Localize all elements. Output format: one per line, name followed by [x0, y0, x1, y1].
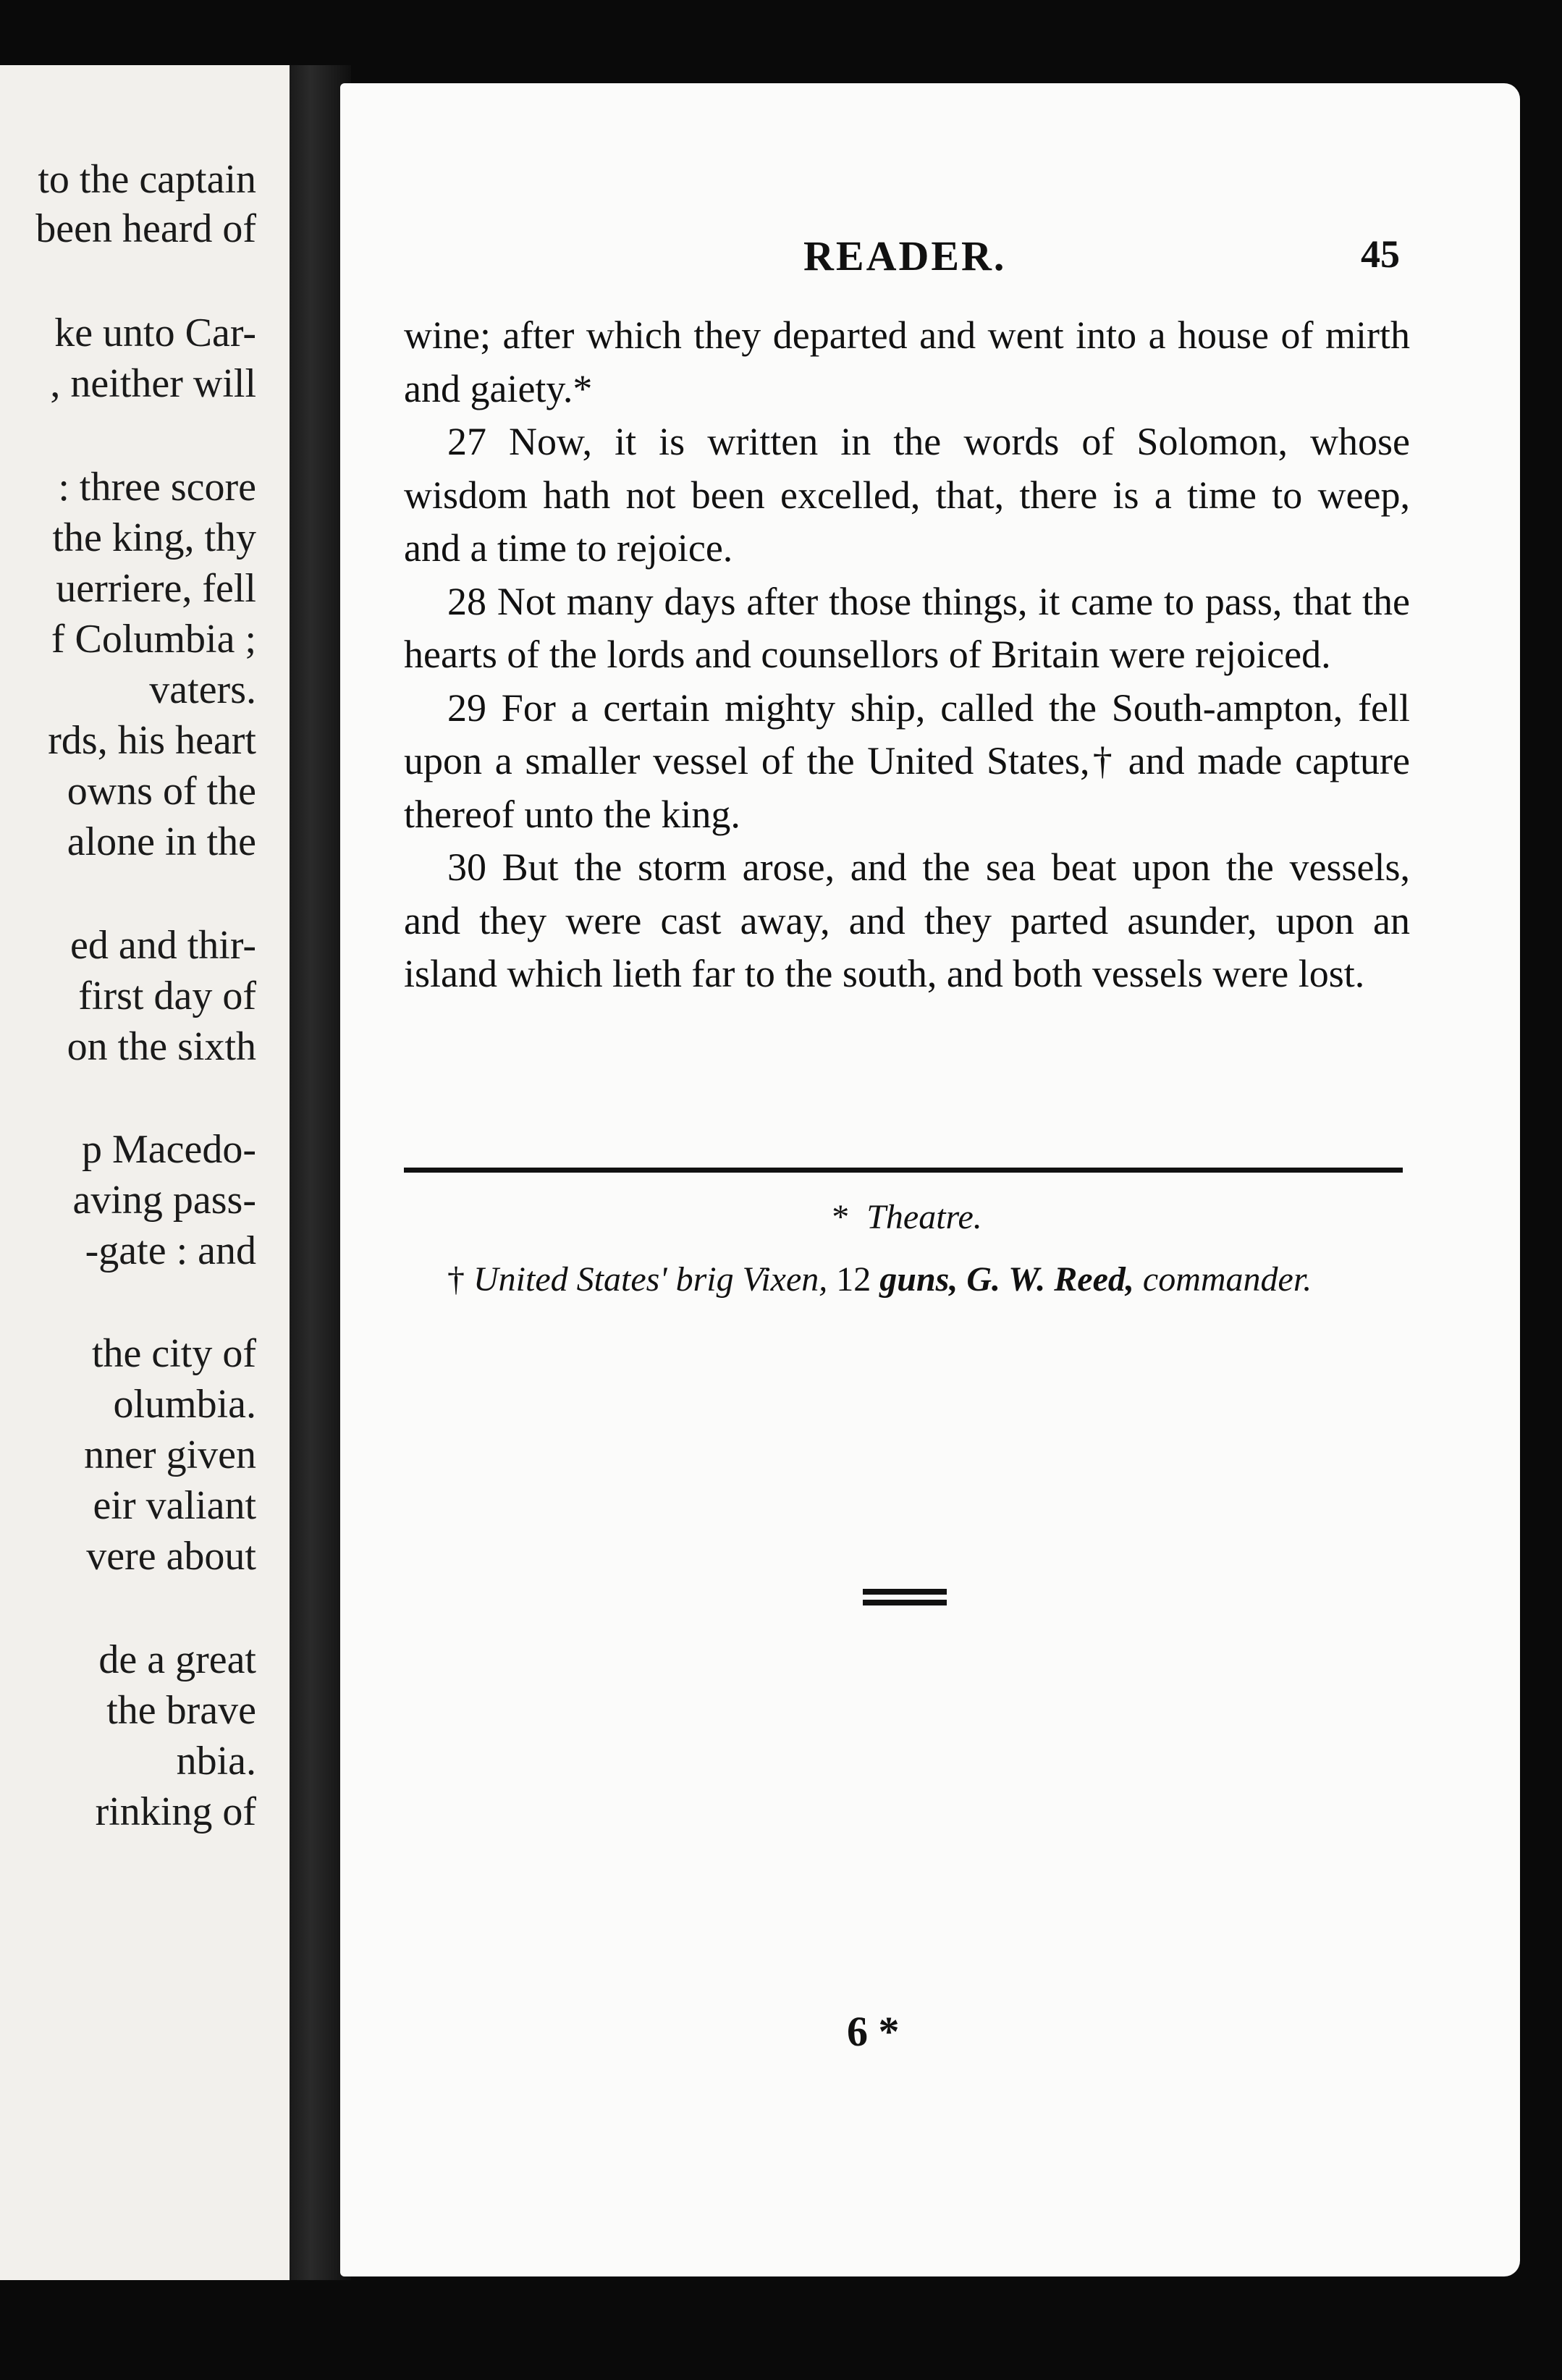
verse-30: 30 But the storm arose, and the sea beat upon the vessels, and they were cast away, and they parted asunder, upon an island which lieth far to the south, and both vessels were lost.	[404, 845, 1410, 995]
footnote-dagger-commander-name: G. W. Reed,	[966, 1260, 1134, 1299]
footnote-dagger-guns-label: guns,	[879, 1260, 958, 1299]
left-line: f Columbia ;	[51, 617, 256, 662]
left-line: , neither will	[50, 361, 256, 406]
left-line: vaters.	[149, 667, 256, 712]
footnote-dagger-mark: †	[447, 1260, 465, 1299]
footnote-dagger-guns: 12	[836, 1260, 871, 1299]
left-line: owns of the	[67, 769, 256, 814]
footnote-star-mark: *	[832, 1198, 850, 1236]
left-line: the city of	[91, 1331, 256, 1376]
left-line: to the captain	[38, 157, 256, 202]
left-line: aving pass-	[72, 1178, 256, 1223]
verse-28: 28 Not many days after those things, it came to pass, that the hearts of the lords and counsellors of Britain were rejoiced.	[404, 579, 1410, 676]
left-line: first day of	[78, 974, 256, 1018]
signature-mark: 6 *	[847, 2008, 900, 2055]
ornament-bar-bottom	[863, 1600, 947, 1605]
running-head	[340, 232, 1520, 282]
page-number: 45	[1361, 232, 1400, 276]
ornament-bar-top	[863, 1589, 947, 1595]
left-line: eir valiant	[93, 1483, 256, 1528]
body-text	[404, 309, 1410, 1001]
left-line: rds, his heart	[48, 718, 256, 763]
left-line: the king, thy	[52, 515, 256, 560]
footnote-star	[404, 1194, 1410, 1241]
verse-27: 27 Now, it is written in the words of Solomon, whose wisdom hath not been excelled, that, there is a time to weep, and a time to rejoice.	[404, 420, 1410, 570]
left-line: nner given	[84, 1432, 256, 1477]
footnote-rule	[404, 1168, 1403, 1173]
verse-29: 29 For a certain mighty ship, called the South-ampton, fell upon a smaller vessel of the United States,† and made capture thereof unto the king.	[404, 685, 1410, 836]
left-line: vere about	[86, 1534, 256, 1579]
left-line: ed and thir-	[69, 923, 256, 968]
left-line: olumbia.	[113, 1382, 256, 1427]
left-page-fragment	[0, 65, 290, 2280]
running-head-title: READER.	[803, 232, 1007, 279]
footnotes	[404, 1194, 1410, 1303]
footnote-dagger-vessel: United States' brig Vixen,	[473, 1260, 828, 1299]
left-line: uerriere, fell	[56, 566, 256, 611]
footnote-dagger	[404, 1257, 1410, 1303]
left-line: ke unto Car-	[54, 311, 256, 355]
paragraph: wine; after which they departed and went into a house of mirth and gaiety.*	[404, 313, 1410, 410]
left-line: been heard of	[35, 206, 256, 251]
footnote-dagger-commander-label: commander.	[1142, 1260, 1312, 1299]
left-line: rinking of	[95, 1789, 256, 1834]
footnote-star-text: Theatre.	[866, 1198, 982, 1236]
left-line: alone in the	[67, 819, 256, 864]
left-line: de a great	[98, 1637, 256, 1682]
left-line: : three score	[58, 465, 256, 510]
left-line: p Macedo-	[81, 1127, 256, 1172]
right-page	[340, 83, 1520, 2276]
end-ornament-rule	[863, 1589, 947, 1608]
left-line: the brave	[106, 1688, 256, 1733]
left-line: nbia.	[176, 1739, 256, 1784]
left-line: -gate : and	[85, 1228, 256, 1273]
left-line: on the sixth	[67, 1024, 256, 1069]
